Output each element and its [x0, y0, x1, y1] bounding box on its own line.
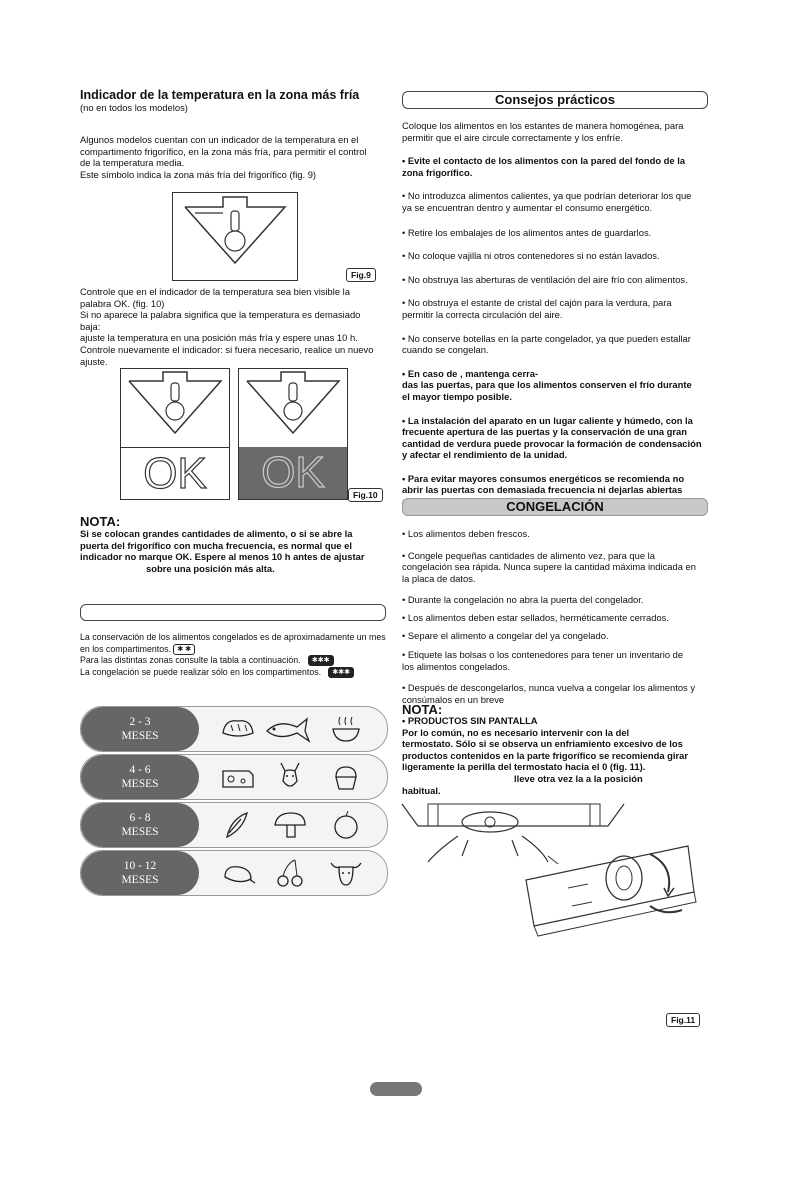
- tip-line: cuando se congelan.: [402, 344, 489, 356]
- freeze-line: la placa de datos.: [402, 572, 476, 584]
- conservation-line: Para las distintas zonas consulte la tabla a continuación. ✱✱✱: [80, 655, 392, 667]
- nota-line: Si se colocan grandes cantidades de alimento, o si se abre la: [80, 528, 353, 539]
- intro-paragraph: [80, 134, 390, 180]
- fig11-label: Fig.11: [666, 1013, 700, 1027]
- conservation-paragraph: [80, 632, 392, 678]
- storage-pill: 4 - 6 MESES: [81, 755, 199, 799]
- consejos-list: [402, 120, 718, 508]
- nota-line: sobre una posición más alta.: [146, 562, 275, 574]
- freeze-line: los alimentos congelados.: [402, 660, 510, 672]
- section-title-indicador: Indicador de la temperatura en la zona más fría: [80, 88, 360, 102]
- tip-line: el mayor tiempo posible.: [402, 390, 512, 402]
- fig10-label: Fig.10: [348, 488, 383, 502]
- control-paragraph: [80, 286, 390, 367]
- control-line: ajuste la temperatura en una posición más fría y espere unas 10 h.: [80, 332, 358, 344]
- ok-text: OK: [121, 447, 229, 500]
- chicken-icon: [219, 857, 257, 889]
- nota-line: indicador no marque OK. Espere al menos 10 h antes de ajustar: [80, 551, 365, 563]
- fig9-image: [172, 192, 298, 281]
- cherry-icon: [271, 857, 309, 889]
- vegetable-icon: [219, 809, 257, 841]
- tip-line: zona frigorífico.: [402, 166, 473, 178]
- three-star-icon: ✱✱✱: [308, 655, 334, 666]
- control-line: Si no aparece la palabra significa que la temperatura es demasiado: [80, 309, 361, 321]
- tip-line: Coloque los alimentos en los estantes de manera homogénea, para: [402, 120, 684, 131]
- tip-line: permitir la correcta circulación del aire.: [402, 308, 563, 320]
- freeze-line: • Congele pequeñas cantidades de alimento vez, para que la: [402, 549, 655, 561]
- page-number-pill: [370, 1082, 422, 1096]
- freeze-line: • Los alimentos deben estar sellados, herméticamente cerrados.: [402, 611, 669, 623]
- nota-line: • PRODUCTOS SIN PANTALLA: [402, 715, 538, 726]
- conservation-line: en los compartimentos. ✱ ✱: [80, 644, 392, 656]
- nota-line: lleve otra vez la a la posición: [514, 772, 643, 784]
- subtitle: (no en todos los modelos): [80, 102, 188, 113]
- storage-row: [80, 802, 388, 848]
- freeze-line: • Etiquete las bolsas o los contenedores para tener un inventario de: [402, 649, 684, 661]
- intro-line: Este símbolo indica la zona más fría del frigorífico (fig. 9): [80, 168, 317, 180]
- nota-line: puerta del frigorífico con mucha frecuencia, es normal que el: [80, 539, 352, 551]
- ok-text-dark: OK: [239, 447, 347, 499]
- control-line: baja:: [80, 320, 101, 332]
- mushroom-icon: [271, 809, 309, 841]
- nota-paragraph: [80, 528, 390, 574]
- tip-line: • La instalación del aparato en un lugar caliente y húmedo, con la: [402, 414, 693, 426]
- tip-line: • Evite el contacto de los alimentos con la pared del fondo de la: [402, 155, 686, 167]
- section-bar-consejos: Consejos prácticos: [402, 91, 708, 109]
- fig10-not-ok-indicator: [238, 368, 348, 500]
- freeze-line: • Después de descongelarlos, nunca vuelva a congelar los alimentos y: [402, 682, 696, 694]
- fig9-label: Fig.9: [346, 268, 376, 282]
- congelacion-list: [402, 528, 718, 706]
- freeze-line: • Separe el alimento a congelar del ya congelado.: [402, 629, 609, 641]
- fig10-ok-indicator: [120, 368, 230, 500]
- fish-icon: [265, 713, 311, 745]
- control-line: Controle nuevamente el indicador: si fuera necesario, realice un nuevo: [80, 343, 374, 355]
- storage-row: [80, 754, 388, 800]
- tip-line: permitir que el aire circule correctamente y los enfríe.: [402, 131, 623, 143]
- tip-line: ya se encuentran dentro y aumentar el consumo energético.: [402, 201, 653, 213]
- section-bar-empty: [80, 604, 386, 621]
- cheese-icon: [219, 761, 257, 793]
- apple-icon: [327, 809, 365, 841]
- tip-line: y afectar el rendimiento de la unidad.: [402, 449, 568, 461]
- tip-line: • No obstruya las aberturas de ventilación del aire frío con alimentos.: [402, 273, 688, 285]
- control-line: palabra OK. (fig. 10): [80, 297, 165, 309]
- storage-pill: 2 - 3 MESES: [81, 707, 199, 751]
- nota-line: ligeramente la perilla del termostato hacia el 0 (fig. 11).: [402, 761, 646, 773]
- conservation-line: La conservación de los alimentos congelados es de aproximadamente un mes: [80, 632, 386, 642]
- tip-line: • No introduzca alimentos calientes, ya que podrían deteriorar los que: [402, 190, 692, 202]
- storage-row: [80, 706, 388, 752]
- cupcake-icon: [327, 761, 365, 793]
- tip-line: • En caso de , mantenga cerra-: [402, 367, 539, 379]
- control-line: ajuste.: [80, 355, 108, 367]
- two-star-icon: ✱ ✱: [173, 644, 195, 655]
- cold-zone-symbol-icon: [239, 369, 347, 447]
- tip-line: • Para evitar mayores consumos energéticos se recomienda no: [402, 472, 685, 484]
- freeze-line: • Durante la congelación no abra la puerta del congelador.: [402, 594, 644, 606]
- freeze-line: congelación sea rápida. Nunca supere la cantidad máxima indicada en: [402, 561, 696, 573]
- tip-line: • No coloque vajilla ni otros contenedores si no están lavados.: [402, 250, 660, 262]
- freeze-line: consúmalos en un breve: [402, 693, 505, 705]
- tip-line: frecuente apertura de las puertas y la conservación de una gran: [402, 426, 687, 438]
- cold-zone-symbol-icon: [173, 193, 297, 280]
- storage-row: [80, 850, 388, 896]
- cold-zone-symbol-icon: [121, 369, 229, 447]
- fig11-thermostat-image: [398, 796, 718, 1026]
- storage-pill: 6 - 8 MESES: [81, 803, 199, 847]
- nota-line: Por lo común, no es necesario intervenir con la del: [402, 726, 630, 738]
- nota-right-paragraph: [402, 715, 718, 796]
- tip-line: • No obstruya el estante de cristal del cajón para la verdura, para: [402, 297, 672, 309]
- nota-title-right: NOTA:: [402, 702, 443, 717]
- cow-icon: [327, 857, 365, 889]
- conservation-line: La congelación se puede realizar sólo en los compartimentos. ✱✱✱: [80, 667, 392, 679]
- tip-line: das las puertas, para que los alimentos conserven el frío durante: [402, 379, 692, 391]
- soup-bowl-icon: [327, 713, 365, 745]
- bread-icon: [219, 713, 257, 745]
- deer-icon: [271, 761, 309, 793]
- tip-line: • Retire los embalajes de los alimentos antes de guardarlos.: [402, 226, 652, 238]
- intro-line: de la temperatura media.: [80, 157, 185, 169]
- intro-line: Algunos modelos cuentan con un indicador de la temperatura en el: [80, 134, 359, 145]
- tip-line: cantidad de verdura puede provocar la formación de condensación: [402, 437, 702, 449]
- tip-line: • No conserve botellas en la parte congelador, ya que pueden estallar: [402, 332, 691, 344]
- storage-pill: 10 - 12 MESES: [81, 851, 199, 895]
- intro-line: compartimento frigorífico, en la zona más fría, para permitir el control: [80, 145, 367, 157]
- nota-line: productos contenidos en la parte frigorífico se recomienda girar: [402, 749, 688, 761]
- nota-line: termostato. Sólo si se observa un enfriamiento excesivo de los: [402, 738, 683, 750]
- control-line: Controle que en el indicador de la temperatura sea bien visible la: [80, 286, 350, 297]
- nota-line: habitual.: [402, 784, 441, 796]
- section-bar-congelacion: CONGELACIÓN: [402, 498, 708, 516]
- four-star-icon: ✱✱✱: [328, 667, 354, 678]
- freeze-line: • Los alimentos deben frescos.: [402, 528, 530, 539]
- nota-title: NOTA:: [80, 514, 121, 529]
- tip-line: abrir las puertas con demasiada frecuencia ni dejarlas abiertas: [402, 484, 683, 496]
